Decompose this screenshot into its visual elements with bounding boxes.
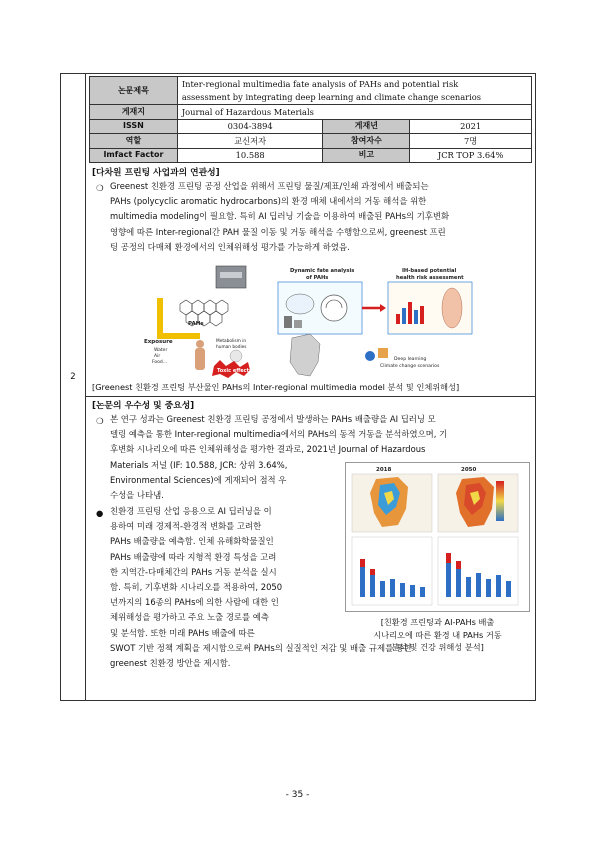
section2-line: 체위해성을 평가하고 주요 노출 경로를 예측 <box>110 612 269 623</box>
factory-icon <box>284 316 292 328</box>
section2-line: 한 지역간-다매체간의 PAHs 거동 분석을 실시 <box>110 566 277 577</box>
year-label: 게재년 <box>323 119 410 134</box>
section1-body <box>110 179 530 255</box>
note-label: 비고 <box>323 148 410 163</box>
section2-line: 수성을 나타냄. <box>110 490 164 501</box>
title-line-2: assessment by integrating deep learning and climate change scenarios <box>177 91 531 105</box>
human-body-icon <box>195 348 205 370</box>
figure2-caption-line: [친환경 프린팅과 AI-PAHs 배출 <box>380 617 495 627</box>
figure2-caption-line: 분석 및 건강 위해성 분석] <box>391 642 484 652</box>
impact-factor-value: 10.588 <box>177 148 323 163</box>
row-number: 2 <box>70 372 76 382</box>
section2-line: Materials 저널 (IF: 10.588, JCR: 상위 3.64%, <box>110 460 288 470</box>
deep-learning-label: Deep learning <box>394 357 427 362</box>
section2-bullet2-body <box>110 504 340 641</box>
year-right-label: 2050 <box>461 467 477 473</box>
toxic-effects-label: Toxic effects <box>217 368 252 374</box>
section1-heading: [다차원 프린팅 사업과의 연관성] <box>92 168 220 178</box>
section1-line: Greenest 친환경 프린팅 공정 산업을 위해서 프린팅 물질/제표/인쇄 과정에서 배출되는 <box>110 181 429 191</box>
pahs-scenario-graphic <box>346 463 529 611</box>
section2-body-full <box>110 412 530 458</box>
note-value: JCR TOP 3.64% <box>410 148 532 163</box>
impact-factor-label: Imfact Factor <box>90 148 178 163</box>
role-value: 교신저자 <box>177 134 323 149</box>
year-left-label: 2018 <box>376 467 392 473</box>
section1-line: PAHs (polycyclic aromatic hydrocarbons)의 환경 매체 내에서의 거동 해석을 위한 <box>110 196 427 207</box>
deep-learning-icon <box>378 348 388 358</box>
section2-heading: [논문의 우수성 및 중요성] <box>92 401 195 411</box>
water-label: Water <box>154 348 168 353</box>
title-label: 논문제목 <box>90 77 178 105</box>
section2-line: 친환경 프린팅 산업 응용으로 AI 딥러닝을 이 <box>110 506 272 516</box>
section2-body-short <box>110 458 340 504</box>
section2-line: 델링 예측을 통한 Inter-regional multimedia에서의 PAHs의 동적 거동을 분석하였으며, 기 <box>110 429 448 440</box>
section2-bullet1: ❍ <box>96 416 104 426</box>
issn-label: ISSN <box>90 119 178 134</box>
pahs-scenario-figure <box>345 462 530 612</box>
climate-scenarios-label: Climate change scenarios <box>380 364 440 369</box>
section2-line: 및 분석함. 또한 미래 PAHs 배출에 따른 <box>110 627 255 638</box>
paper-info-table <box>89 76 532 163</box>
title-line-1: Inter-regional multimedia fate analysis of PAHs and potential risk <box>177 77 531 91</box>
authors-label: 참여자수 <box>323 134 410 149</box>
section2-line: PAHs 배출량에 따라 지형적 환경 특성을 고려 <box>110 551 277 562</box>
section2-line: 본 연구 성과는 Greenest 친환경 프린팅 공정에서 발생하는 PAHs 배출량을 AI 딥러닝 모 <box>110 414 436 424</box>
role-label: 역할 <box>90 134 178 149</box>
metabolism-label: Metabolism in <box>216 339 247 344</box>
section1-line: 영향에 따른 Inter-regional간 PAH 물질 이동 및 거동 해석을 수행함으로써, greenest 프린 <box>110 226 446 237</box>
section2-line: 용하여 미래 경제적-환경적 변화를 고려한 <box>110 521 262 532</box>
section1-line: multimedia modeling이 필요함. 특히 AI 딥러닝 기술을 이용하여 배출된 PAHs의 기후변화 <box>110 211 450 222</box>
dynamic-fate-label: Dynamic fate analysis <box>290 268 355 274</box>
number-column <box>60 73 86 701</box>
climate-globe-icon <box>365 351 375 361</box>
section2-line: 함. 특히, 기후변화 시나리오를 적용하여, 2050 <box>110 582 283 593</box>
section1-line: 팅 공정의 다매체 환경에서의 인체위해성 평가를 가능하게 하였음. <box>110 241 350 252</box>
section2-line: 년까지의 16종의 PAHs에 의한 사람에 대한 인 <box>110 597 279 608</box>
fate-analysis-graphic <box>140 262 475 380</box>
exposure-label: Exposure <box>144 339 173 345</box>
environment-icon <box>286 294 314 314</box>
metabolite-icon <box>230 350 242 362</box>
section2-line: greenest 친환경 방안을 제시함. <box>110 658 231 669</box>
fate-analysis-figure <box>140 262 475 380</box>
section2-line: 후변화 시나리오에 따른 인체위해성을 평가한 결과로, 2021년 Journal of Hazardous <box>110 444 426 455</box>
ih-risk-label: IH-based potential <box>402 268 457 274</box>
issn-value: 0304-3894 <box>177 119 323 134</box>
printer-tray <box>220 272 242 278</box>
fate-cycle-icon <box>321 295 347 321</box>
section2-bullet2: ● <box>96 508 104 518</box>
section2-line: PAHs 배출량을 예측함. 인체 유해화학물질인 <box>110 536 274 547</box>
figure2-caption <box>345 616 530 654</box>
page-number: - 35 - <box>285 790 310 800</box>
ih-risk-label-2: health risk assessment <box>396 275 464 281</box>
air-label: Air <box>154 354 161 359</box>
section2-line: Environmental Sciences)에 게재되어 점적 우 <box>110 475 287 486</box>
figure2-caption-line: 시나리오에 따른 환경 내 PAHs 거동 <box>373 629 502 640</box>
korea-map-icon <box>290 334 320 376</box>
food-label: Food... <box>152 360 168 365</box>
human-organs-icon <box>442 288 462 328</box>
section2-line: SWOT 기반 정책 계획을 제시함으로써 PAHs의 실질적인 저감 및 배출 규제를 통한 <box>110 643 413 653</box>
dynamic-fate-label-2: of PAHs <box>306 275 329 281</box>
authors-value: 7명 <box>410 134 532 149</box>
section1-bullet: ❍ <box>96 183 104 193</box>
journal-label: 게재지 <box>90 105 178 120</box>
pahs-label: PAHs <box>188 321 204 327</box>
year-value: 2021 <box>410 119 532 134</box>
human-head-icon <box>196 340 204 348</box>
figure1-caption: [Greenest 친환경 프린팅 부산물인 PAHs의 Inter-regional multimedia model 분석 및 인체위해성] <box>92 382 460 392</box>
section-divider <box>86 396 536 397</box>
journal-value: Journal of Hazardous Materials <box>177 105 531 120</box>
metabolism-label-2: human bodies <box>216 345 247 350</box>
